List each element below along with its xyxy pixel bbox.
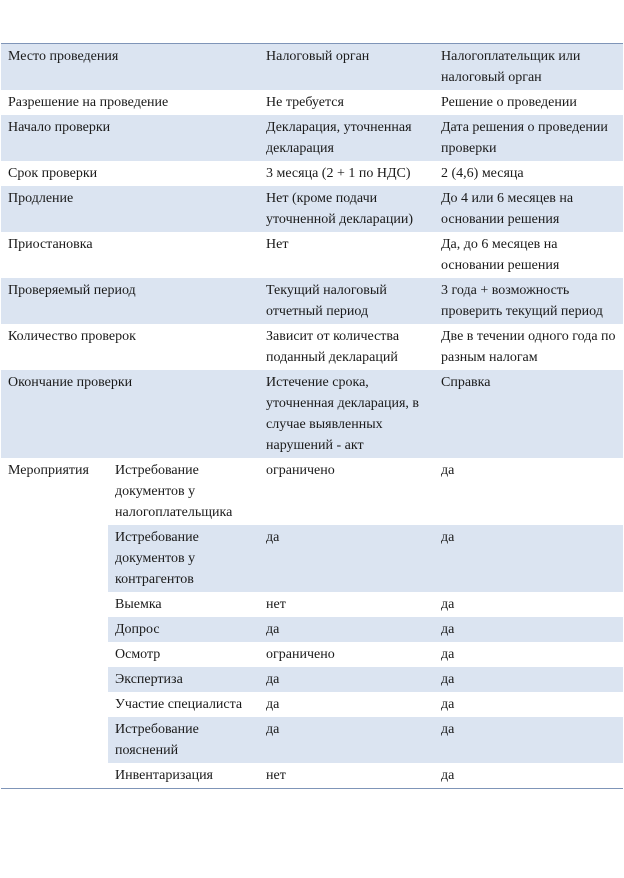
row-desk-value: Декларация, уточненная декларация — [266, 120, 412, 156]
row-field-value: Да, до 6 месяцев на основании решения — [441, 237, 560, 273]
measure-row — [108, 667, 623, 692]
row-desk-value: Зависит от количества поданный деклараций — [266, 329, 400, 365]
row-field-value: 3 года + возможность проверить текущий период — [441, 283, 603, 319]
row-desk-value: Текущий налоговый отчетный период — [266, 283, 387, 319]
measure-row — [108, 525, 623, 592]
measure-desk-value: да — [266, 622, 280, 637]
table-row — [1, 161, 623, 186]
measure-field-value: да — [441, 597, 455, 612]
measure-name: Инвентаризация — [115, 768, 213, 783]
measures-list — [108, 458, 623, 788]
measure-row — [108, 458, 623, 525]
measures-label: Мероприятия — [8, 463, 89, 478]
row-label: Приостановка — [8, 237, 93, 252]
measure-row — [108, 642, 623, 667]
measure-desk-value: нет — [266, 597, 286, 612]
measure-desk-value: нет — [266, 768, 286, 783]
measure-field-value: да — [441, 722, 455, 737]
measure-row — [108, 717, 623, 763]
measure-desk-value: да — [266, 530, 280, 545]
measure-name: Истребование пояснений — [115, 722, 199, 758]
measure-row — [108, 592, 623, 617]
header-desk: Налоговый орган — [266, 49, 370, 64]
measure-field-value: да — [441, 622, 455, 637]
table-row — [1, 115, 623, 161]
row-label: Срок проверки — [8, 166, 98, 181]
header-place: Место проведения — [8, 49, 119, 64]
row-label: Продление — [8, 191, 74, 206]
row-label: Начало проверки — [8, 120, 111, 135]
measure-field-value: да — [441, 672, 455, 687]
row-label: Разрешение на проведение — [8, 95, 169, 110]
measure-field-value: да — [441, 768, 455, 783]
table-row — [1, 90, 623, 115]
measure-desk-value: да — [266, 697, 280, 712]
row-field-value: Справка — [441, 375, 491, 390]
measures-section — [1, 458, 623, 788]
measure-row — [108, 617, 623, 642]
header-field: Налогоплательщик или налоговый орган — [441, 49, 581, 85]
measure-name: Участие специалиста — [115, 697, 243, 712]
measure-desk-value: ограничено — [266, 647, 335, 662]
table-row — [1, 324, 623, 370]
measure-desk-value: да — [266, 672, 280, 687]
row-label: Окончание проверки — [8, 375, 133, 390]
measure-desk-value: ограничено — [266, 463, 335, 478]
header-row — [1, 44, 623, 90]
row-field-value: До 4 или 6 месяцев на основании решения — [441, 191, 574, 227]
row-field-value: Две в течении одного года по разным налогам — [441, 329, 616, 365]
row-field-value: 2 (4,6) месяца — [441, 166, 524, 181]
table-row — [1, 186, 623, 232]
table-row — [1, 278, 623, 324]
row-label: Проверяемый период — [8, 283, 136, 298]
measure-name: Допрос — [115, 622, 160, 637]
measure-name: Экспертиза — [115, 672, 183, 687]
table-row — [1, 232, 623, 278]
measure-name: Осмотр — [115, 647, 161, 662]
measure-field-value: да — [441, 463, 455, 478]
measure-row — [108, 692, 623, 717]
row-desk-value: Истечение срока, уточненная декларация, в случае выявленных нарушений - акт — [266, 375, 420, 453]
measure-name: Истребование документов у налогоплательщика — [115, 463, 233, 520]
measure-desk-value: да — [266, 722, 280, 737]
measure-row — [108, 763, 623, 788]
row-desk-value: 3 месяца (2 + 1 по НДС) — [266, 166, 411, 181]
row-desk-value: Нет — [266, 237, 289, 252]
measure-field-value: да — [441, 647, 455, 662]
measure-field-value: да — [441, 530, 455, 545]
comparison-table — [1, 43, 623, 789]
measure-field-value: да — [441, 697, 455, 712]
row-field-value: Дата решения о проведении проверки — [441, 120, 608, 156]
row-desk-value: Нет (кроме подачи уточненной декларации) — [266, 191, 413, 227]
measure-name: Выемка — [115, 597, 162, 612]
table-row — [1, 370, 623, 458]
measure-name: Истребование документов у контрагентов — [115, 530, 199, 587]
row-field-value: Решение о проведении — [441, 95, 577, 110]
row-label: Количество проверок — [8, 329, 136, 344]
row-desk-value: Не требуется — [266, 95, 344, 110]
